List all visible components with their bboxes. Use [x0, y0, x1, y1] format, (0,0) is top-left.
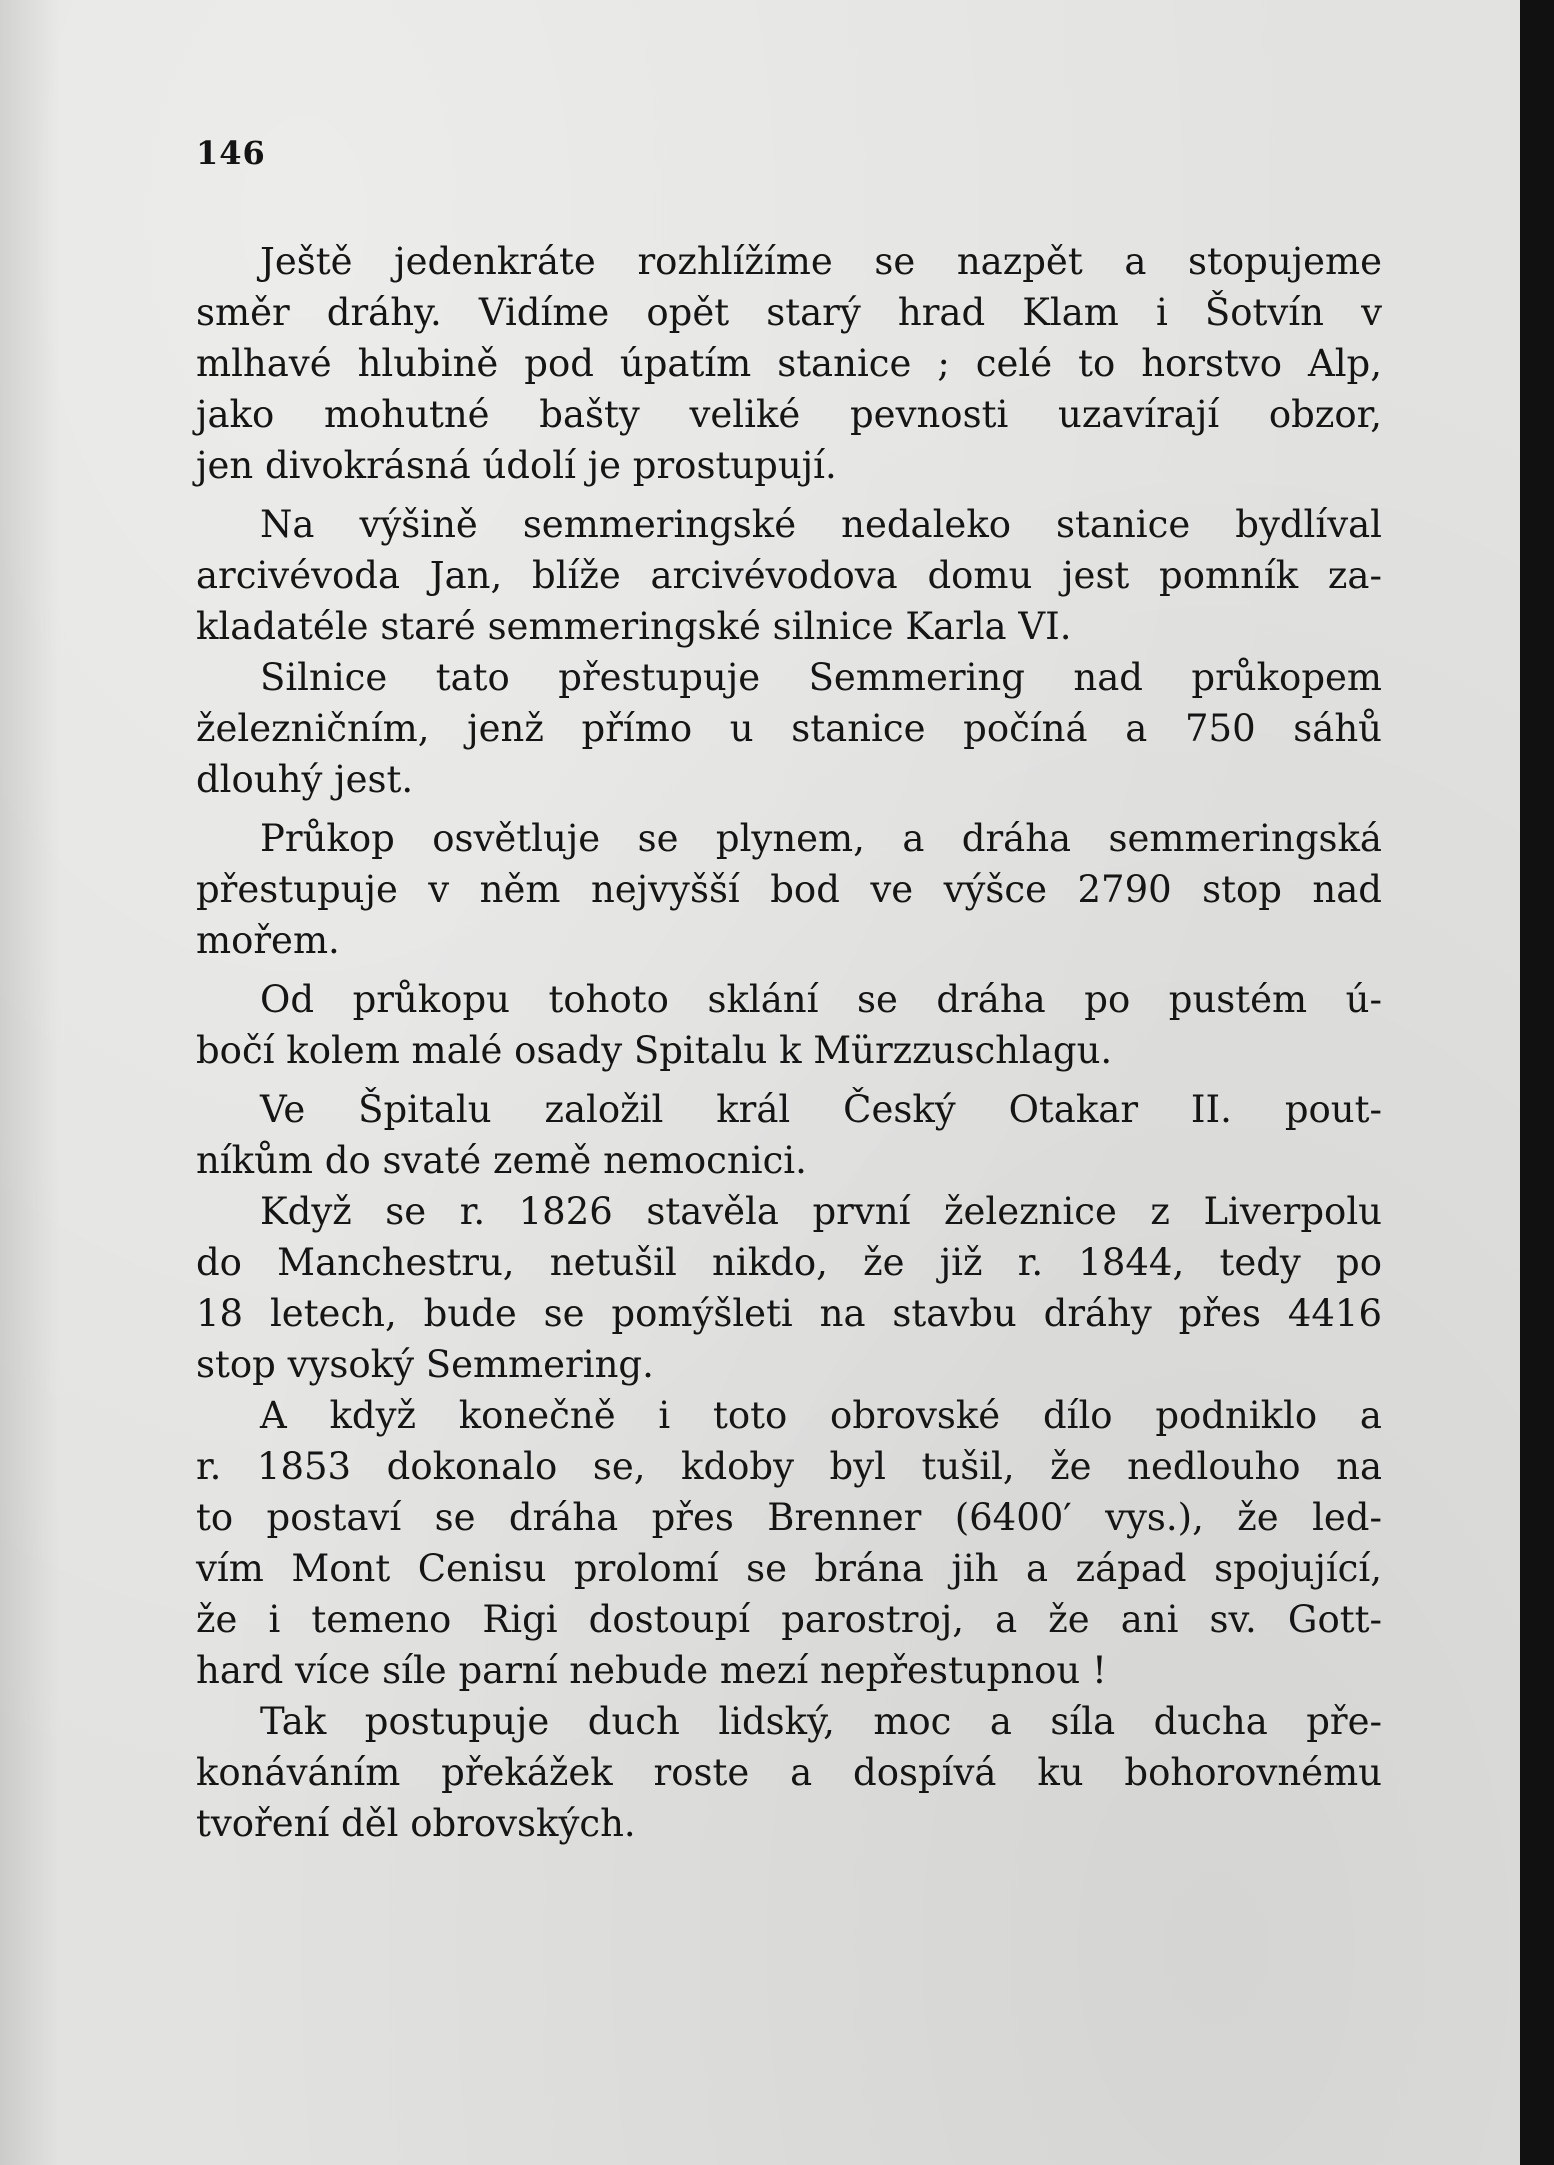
text-line: mořem.: [196, 919, 340, 962]
paragraph: [196, 652, 1382, 805]
text-line: Tak postupuje duch lidský, moc a síla ducha pře-: [260, 1700, 1382, 1743]
paragraph: [196, 1696, 1382, 1849]
text-line: Průkop osvětluje se plynem, a dráha semmeringská: [260, 817, 1382, 860]
paragraph: [196, 1084, 1382, 1186]
paragraph: [196, 974, 1382, 1076]
text-line: stop vysoký Semmering.: [196, 1343, 654, 1386]
text-line: směr dráhy. Vidíme opět starý hrad Klam i Šotvín v: [196, 291, 1382, 334]
body-text: [196, 236, 1382, 1849]
text-line: Na výšině semmeringské nedaleko stanice bydlíval: [260, 503, 1382, 546]
paragraph: [196, 499, 1382, 652]
text-line: hard více síle parní nebude mezí nepřestupnou !: [196, 1649, 1107, 1692]
text-line: konáváním překážek roste a dospívá ku bohorovnému: [196, 1751, 1382, 1794]
paragraph: [196, 236, 1382, 491]
scan-border: [1520, 0, 1554, 2165]
text-line: dlouhý jest.: [196, 758, 414, 801]
text-line: tvoření děl obrovských.: [196, 1802, 636, 1845]
text-line: přestupuje v něm nejvyšší bod ve výšce 2790 stop nad: [196, 868, 1382, 911]
text-line: kladatéle staré semmeringské silnice Karla VI.: [196, 605, 1072, 648]
text-line: Od průkopu tohoto sklání se dráha po pustém ú-: [260, 978, 1382, 1021]
text-line: arcivévoda Jan, blíže arcivévodova domu jest pomník za-: [196, 554, 1382, 597]
paragraph: [196, 813, 1382, 966]
text-line: mlhavé hlubině pod úpatím stanice ; celé to horstvo Alp,: [196, 342, 1382, 385]
text-line: železničním, jenž přímo u stanice počíná a 750 sáhů: [196, 707, 1382, 750]
text-line: 18 letech, bude se pomýšleti na stavbu dráhy přes 4416: [196, 1292, 1382, 1335]
text-line: Ještě jedenkráte rozhlížíme se nazpět a stopujeme: [260, 240, 1382, 283]
text-line: do Manchestru, netušil nikdo, že již r. 1844, tedy po: [196, 1241, 1382, 1284]
text-line: Když se r. 1826 stavěla první železnice z Liverpolu: [260, 1190, 1382, 1233]
page-number: 146: [196, 134, 266, 172]
paragraph: [196, 1390, 1382, 1696]
text-line: že i temeno Rigi dostoupí parostroj, a že ani sv. Gott-: [196, 1598, 1382, 1641]
text-line: jako mohutné bašty veliké pevnosti uzavírají obzor,: [196, 393, 1382, 436]
text-line: to postaví se dráha přes Brenner (6400′ vys.), že led-: [196, 1496, 1382, 1539]
text-line: Silnice tato přestupuje Semmering nad průkopem: [260, 656, 1382, 699]
text-line: bočí kolem malé osady Spitalu k Mürzzuschlagu.: [196, 1029, 1113, 1072]
text-line: jen divokrásná údolí je prostupují.: [196, 444, 837, 487]
text-line: r. 1853 dokonalo se, kdoby byl tušil, že nedlouho na: [196, 1445, 1382, 1488]
text-line: níkům do svaté země nemocnici.: [196, 1139, 807, 1182]
page-edge-shadow: [0, 0, 60, 2165]
text-line: A když konečně i toto obrovské dílo podniklo a: [260, 1394, 1382, 1437]
paragraph: [196, 1186, 1382, 1390]
text-line: Ve Špitalu založil král Český Otakar II. pout-: [260, 1088, 1382, 1131]
text-line: vím Mont Cenisu prolomí se brána jih a západ spojující,: [196, 1547, 1382, 1590]
